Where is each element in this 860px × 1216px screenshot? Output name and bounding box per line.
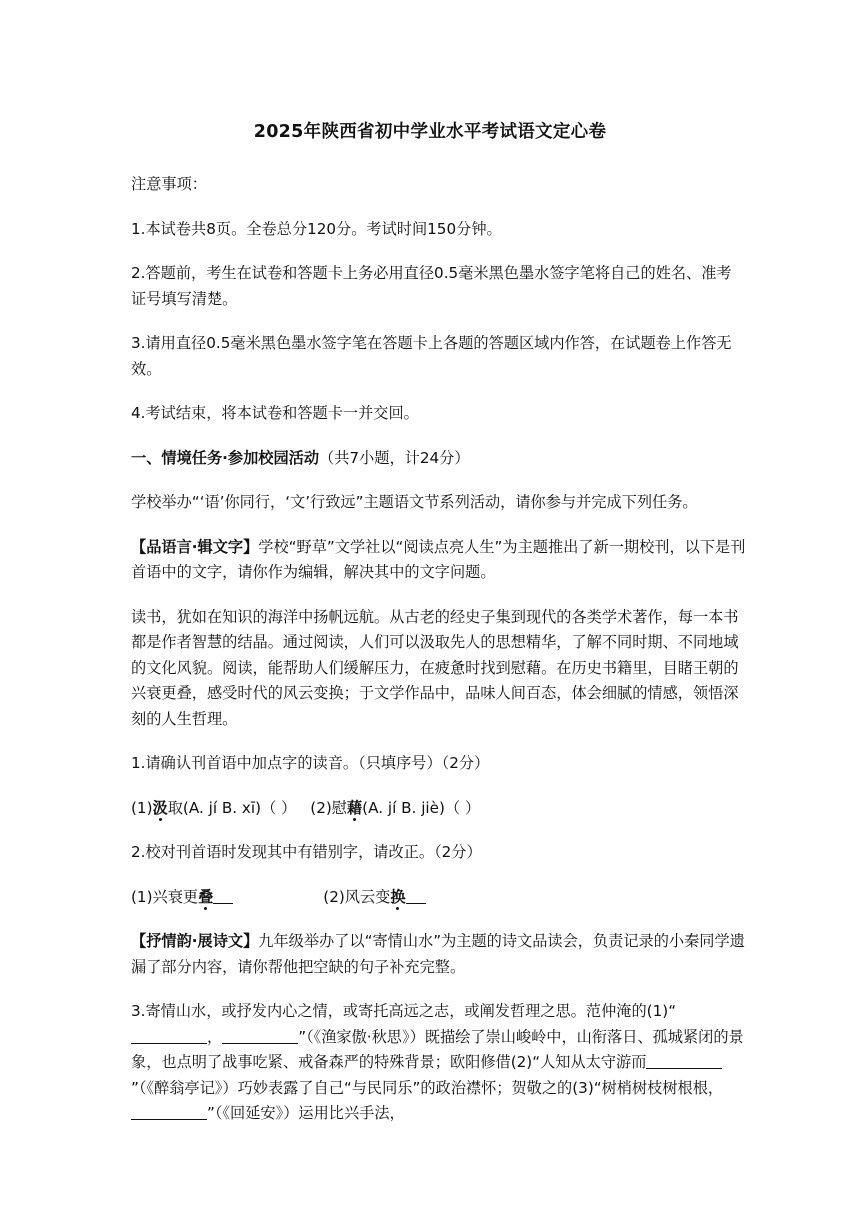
task1-paragraph [131,535,746,586]
task1-text: 学校“野草”文学社以“阅读点亮人生”为主题推出了新一期校刊，以下是刊首语中的文字，请你作为编辑，解决其中的文字问题。 [131,537,746,581]
q3-blank-1a[interactable] [131,1029,207,1044]
task2-paragraph [131,929,746,980]
q2-b-answer-blank[interactable] [406,889,426,904]
q1-b-prefix: (2)慰 [310,798,347,817]
q1-b-suffix: (A. jí B. jiè)（ ） [362,798,481,817]
q3-sep: ， [207,1027,223,1046]
question-3 [131,999,746,1127]
q1-a-dotted-char: 汲 [152,798,168,817]
task1-tag: 【品语言·辑文字】 [131,537,259,556]
q3-part1: 3.寄情山水，或抒发内心之情，或寄托高远之志，或阐发哲理之思。范仲淹的(1)“ [131,1002,677,1020]
task2-text: 九年级举办了以“寄情山水”为主题的诗文品读会，负责记录的小秦同学遗漏了部分内容，请你帮他把空缺的句子补充完整。 [131,932,745,976]
q2-a-dotted-char: 叠 [198,887,214,906]
question-2-items [131,885,746,911]
notice-item-4: 4.考试结束，将本试卷和答题卡一并交回。 [131,404,419,422]
question-2-stem: 2.校对刊首语时发现其中有错别字，请改正。（2分） [131,843,482,861]
section-title: 一、情境任务·参加校园活动 [131,448,320,467]
q2-a-answer-blank[interactable] [213,889,233,904]
section-intro: 学校举办“‘语’你同行，‘文’行致远”主题语文节系列活动，请你参与并完成下列任务。 [131,493,698,511]
q1-a-suffix: 取(A. jí B. xī)（ ） [167,798,297,817]
notice-heading: 注意事项： [131,175,207,193]
task2-tag: 【抒情韵·展诗文】 [131,932,259,950]
section-score: （共7小题，计24分） [319,448,470,467]
question-1-stem: 1.请确认刊首语中加点字的读音。（只填序号）（2分） [131,754,490,772]
q3-part3: ”（《醉翁亭记》）巧妙表露了自己“与民同乐”的政治襟怀；贺敬之的(3)“树梢树枝树根根， [131,1078,724,1097]
q1-a-prefix: (1) [131,798,153,817]
q2-b-prefix: (2)风云变 [323,887,391,906]
question-1-options [131,796,746,822]
notice-item-1: 1.本试卷共8页。全卷总分120分。考试时间150分钟。 [131,219,502,238]
page-title: 2025年陕西省初中学业水平考试语文定心卷 [253,122,607,142]
q2-a-prefix: (1)兴衰更 [131,887,199,906]
q3-blank-3[interactable] [131,1105,207,1120]
exam-body [131,172,746,1146]
q3-part4: ”（《回延安》）运用比兴手法， [207,1104,405,1122]
q3-part2: ”（《渔家傲·秋思》）既描绘了崇山峻岭中，山衔落日、孤城紧闭的景象，也点明了战事吃紧、戒备森严的特殊背景；欧阳修借(2)“人知从太守游而 [131,1027,744,1071]
q3-blank-1b[interactable] [222,1029,298,1044]
notice-item-2: 2.答题前，考生在试卷和答题卡上务必用直径0.5毫米黑色墨水签字笔将自己的姓名、准考证号填写清楚。 [131,264,732,308]
q3-blank-2[interactable] [646,1054,722,1069]
q1-b-dotted-char: 藉 [346,798,363,817]
q2-b-dotted-char: 换 [390,887,406,906]
reading-passage: 读书，犹如在知识的海洋中扬帆远航。从古老的经史子集到现代的各类学术著作，每一本书都是作者智慧的结晶。通过阅读，人们可以汲取先人的思想精华，了解不同时期、不同地域的文化风貌。阅读，能帮助人们缓解压力，在疲惫时找到慰藉。在历史书籍里，目睹王朝的兴衰更叠，感受时代的风云变换；于文学作品中，品味人间百态，体会细腻的情感，领悟深刻的人生哲理。 [131,607,739,728]
notice-item-3: 3.请用直径0.5毫米黑色墨水签字笔在答题卡上各题的答题区域内作答，在试题卷上作答无效。 [131,334,732,378]
section-heading [131,446,746,472]
